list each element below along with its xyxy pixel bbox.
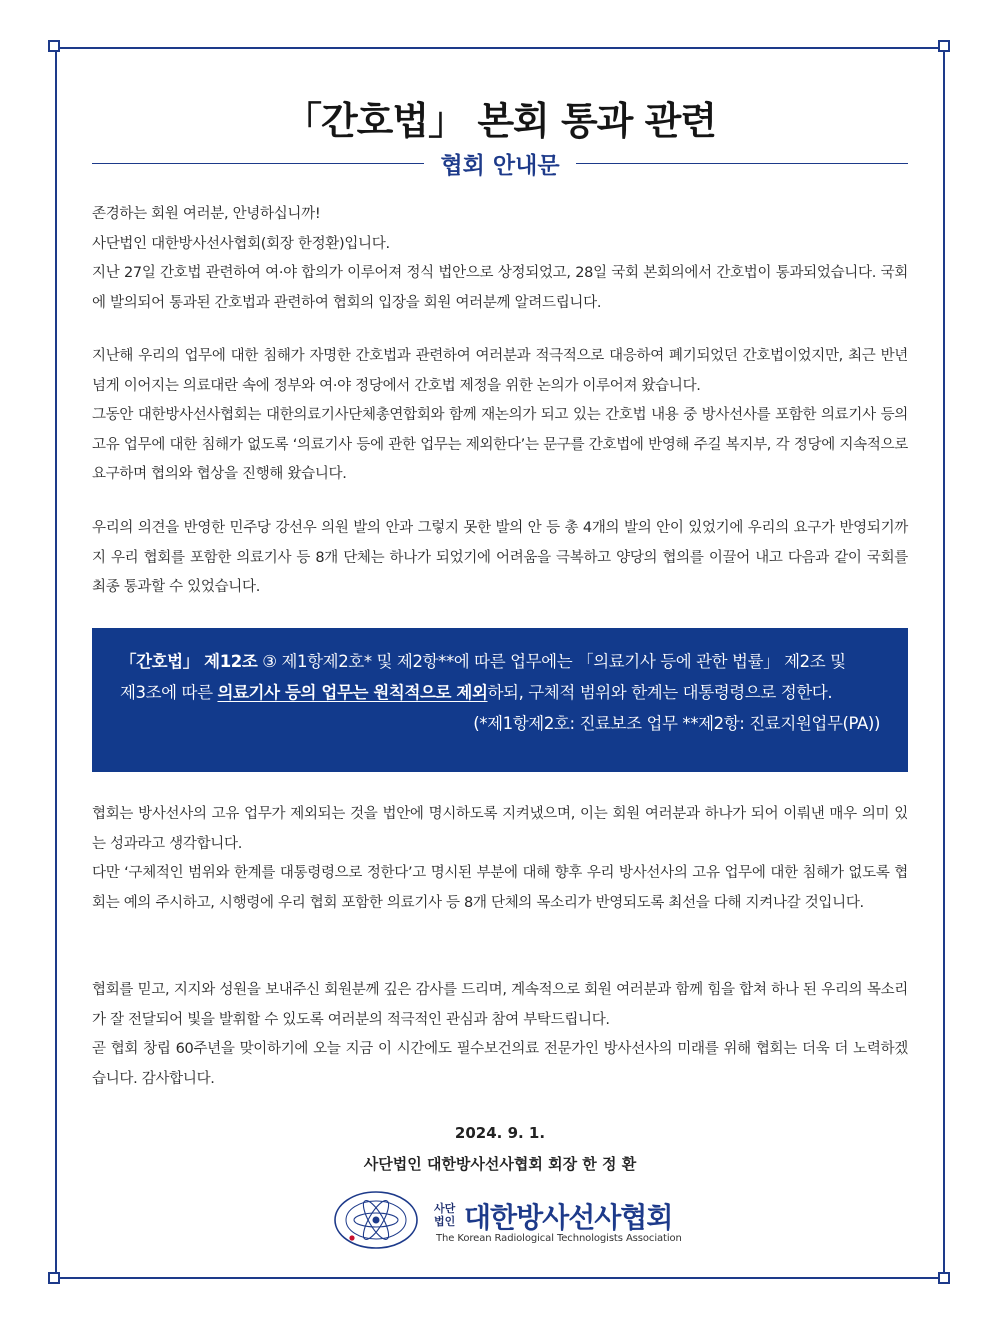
corner-ornament bbox=[48, 40, 60, 52]
law-excerpt-text-3: 하되, 구체적 범위와 한계는 대통령령으로 정한다. bbox=[487, 683, 833, 702]
association-seal-icon bbox=[333, 1190, 419, 1250]
achievement-paragraph bbox=[92, 800, 908, 918]
law-excerpt-text-1: ③ 제1항제2호* 및 제2항**에 따른 업무에는 「의료기사 등에 관한 법률」 제2조 및 bbox=[257, 652, 846, 671]
achievement-line-1: 협회는 방사선사의 고유 업무가 제외되는 것을 법안에 명시하도록 지켜냈으며, 이는 회원 여러분과 하나가 되어 이뤄낸 매우 의미 있는 성과라고 생각합니다. bbox=[92, 806, 908, 852]
law-excerpt-line-1 bbox=[120, 646, 882, 677]
corner-ornament bbox=[938, 40, 950, 52]
corner-ornament bbox=[48, 1272, 60, 1284]
logo-name: 대한방사선사협회 bbox=[464, 1201, 673, 1234]
closing-line-1: 협회를 믿고, 지지와 성원을 보내주신 회원분께 깊은 감사를 드리며, 계속적으로 회원 여러분과 함께 힘을 합쳐 하나 된 우리의 목소리가 잘 전달되어 빛을 발휘할 수 있도록 여러분의 적극적인 관심과 참여 부탁드립니다. bbox=[92, 982, 908, 1028]
law-emphasis: 의료기사 등의 업무는 원칙적으로 제외 bbox=[217, 683, 488, 702]
result-paragraph bbox=[92, 514, 908, 603]
law-footnote: (*제1항제2호: 진료보조 업무 **제2항: 진료지원업무(PA)) bbox=[473, 714, 880, 733]
background-line-2: 그동안 대한방사선사협회는 대한의료기사단체총연합회와 함께 재논의가 되고 있는 간호법 내용 중 방사선사를 포함한 의료기사 등의 고유 업무에 대한 침해가 없도록 ‘의료기사 등에 관한 업무는 제외한다’는 문구를 간호법에 반영해 주길 복지부, 각 정당에 지속적으로 요구하며 협의와 협상을 진행해 왔습니다. bbox=[92, 407, 908, 482]
document-date: 2024. 9. 1. bbox=[454, 1124, 546, 1142]
background-line-1: 지난해 우리의 업무에 대한 침해가 자명한 간호법과 관련하여 여러분과 적극적으로 대응하여 폐기되었던 간호법이었지만, 최근 반년 넘게 이어지는 의료대란 속에 정부와 여·야 정당에서 간호법 제정을 위한 논의가 이루어져 왔습니다. bbox=[92, 348, 908, 394]
closing-line-2: 곧 협회 창립 60주년을 맞이하기에 오늘 지금 이 시간에도 필수보건의료 전문가인 방사선사의 미래를 위해 협회는 더욱 더 노력하겠습니다. 감사합니다. bbox=[92, 1041, 908, 1087]
subtitle-row bbox=[92, 148, 908, 178]
corner-ornament bbox=[938, 1272, 950, 1284]
introduction-line: 사단법인 대한방사선사협회(회장 한정환)입니다. bbox=[92, 235, 390, 252]
announcement-line: 지난 27일 간호법 관련하여 여·야 합의가 이루어져 정식 법안으로 상정되었고, 28일 국회 본회의에서 간호법이 통과되었습니다. 국회에 발의되어 통과된 간호법과 관련하여 협회의 입장을 회원 여러분께 알려드립니다. bbox=[92, 265, 908, 311]
result-line: 우리의 의견을 반영한 민주당 강선우 의원 발의 안과 그렇지 못한 발의 안 등 총 4개의 발의 안이 있었기에 우리의 요구가 반영되기까지 우리 협회를 포함한 의료기사 등 8개 단체는 하나가 되었기에 어려움을 극복하고 양당의 협의를 이끌어 내고 다음과 같이 국회를 최종 통과할 수 있었습니다. bbox=[92, 520, 908, 595]
law-excerpt-box bbox=[92, 628, 908, 772]
achievement-line-2: 다만 ‘구체적인 범위와 한계를 대통령령으로 정한다’고 명시된 부분에 대해 향후 우리 방사선사의 고유 업무에 대한 침해가 없도록 협회는 예의 주시하고, 시행령에 우리 협회 포함한 의료기사 등 8개 단체의 목소리가 반영되도록 최선을 다해 지켜나갈 것입니다. bbox=[92, 865, 908, 911]
law-reference: 「간호법」 제12조 bbox=[120, 652, 258, 671]
law-excerpt-line-2 bbox=[120, 677, 882, 708]
closing-paragraph bbox=[92, 976, 908, 1094]
signer-line: 사단법인 대한방사선사협회 회장 한 정 환 bbox=[363, 1155, 637, 1173]
logo-prefix: 사단 법인 bbox=[434, 1202, 456, 1228]
divider-left bbox=[92, 163, 424, 164]
page-subtitle: 협회 안내문 bbox=[440, 152, 560, 179]
background-paragraph bbox=[92, 342, 908, 490]
page-title: 「간호법」 본회 통과 관련 bbox=[283, 99, 717, 143]
intro-paragraph bbox=[92, 200, 908, 318]
logo-english-name: The Korean Radiological Technologists Association bbox=[436, 1233, 682, 1244]
law-excerpt-text-2: 제3조에 따른 bbox=[120, 683, 218, 702]
divider-right bbox=[576, 163, 908, 164]
greeting-line: 존경하는 회원 여러분, 안녕하십니까! bbox=[92, 206, 321, 222]
